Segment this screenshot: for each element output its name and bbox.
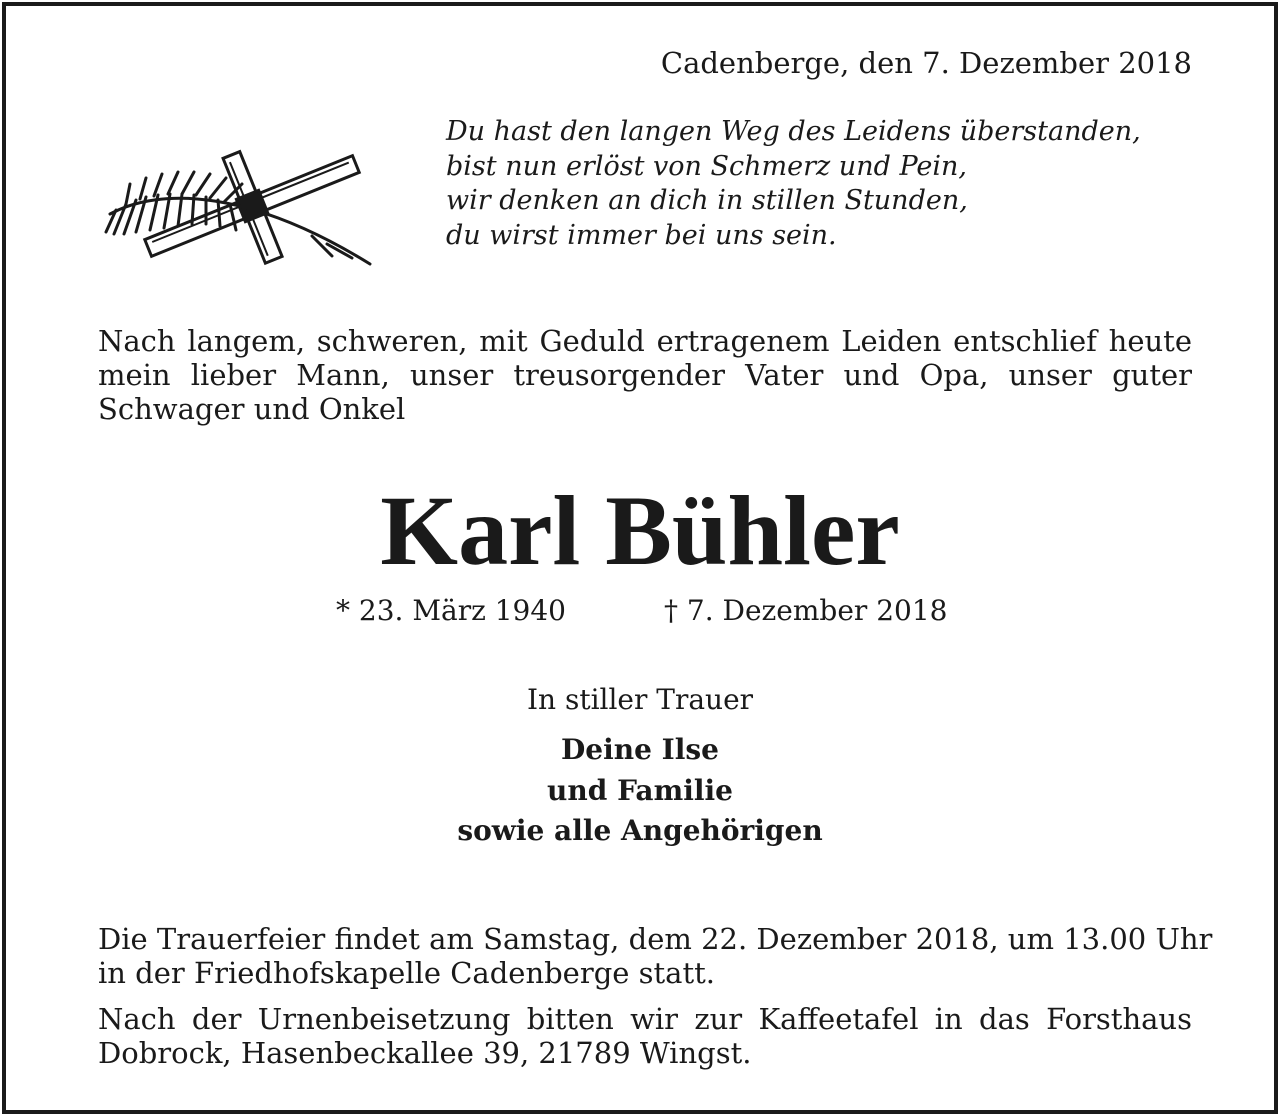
poem-line: wir denken an dich in stillen Stunden, (446, 185, 968, 216)
reception-line: Dobrock, Hasenbeckallee 39, 21789 Wingst. (98, 1036, 752, 1070)
mourning-label: In stiller Trauer (526, 683, 754, 716)
service-line: Die Trauerfeier findet am Samstag, dem 22. Dezember 2018, um 13.00 Uhr (98, 922, 1213, 956)
memorial-poem (446, 115, 1141, 253)
obituary-notice (2, 2, 1278, 1114)
reception-line: Nach der Urnenbeisetzung bitten wir zur Kaffeetafel in das Forsthaus (98, 1002, 1192, 1036)
intro-paragraph (98, 324, 1192, 426)
poem-line: du wirst immer bei uns sein. (446, 219, 837, 251)
cross-with-palm-frond-icon (102, 146, 374, 271)
death-date: † 7. Dezember 2018 (664, 594, 948, 627)
poem-line: bist nun erlöst von Schmerz und Pein, (446, 150, 967, 182)
deceased-name: Karl Bühler (380, 475, 900, 586)
intro-line: mein lieber Mann, unser treusorgender Vater und Opa, unser guter (98, 358, 1192, 392)
mourner-line: und Familie (547, 773, 733, 807)
intro-line: Schwager und Onkel (98, 392, 406, 426)
intro-line: Nach langem, schweren, mit Geduld ertragenem Leiden entschlief heute (98, 324, 1192, 358)
place-date: Cadenberge, den 7. Dezember 2018 (660, 46, 1192, 80)
mourners-list (6, 730, 1274, 852)
mourner-line: sowie alle Angehörigen (457, 814, 823, 847)
mourner-line: Deine Ilse (561, 733, 719, 766)
poem-line: Du hast den langen Weg des Leidens überstanden, (446, 116, 1141, 147)
reception-paragraph (98, 1002, 1192, 1070)
funeral-service-paragraph (98, 922, 1213, 990)
service-line: in der Friedhofskapelle Cadenberge statt. (98, 956, 716, 990)
birth-date: * 23. März 1940 (336, 594, 566, 627)
